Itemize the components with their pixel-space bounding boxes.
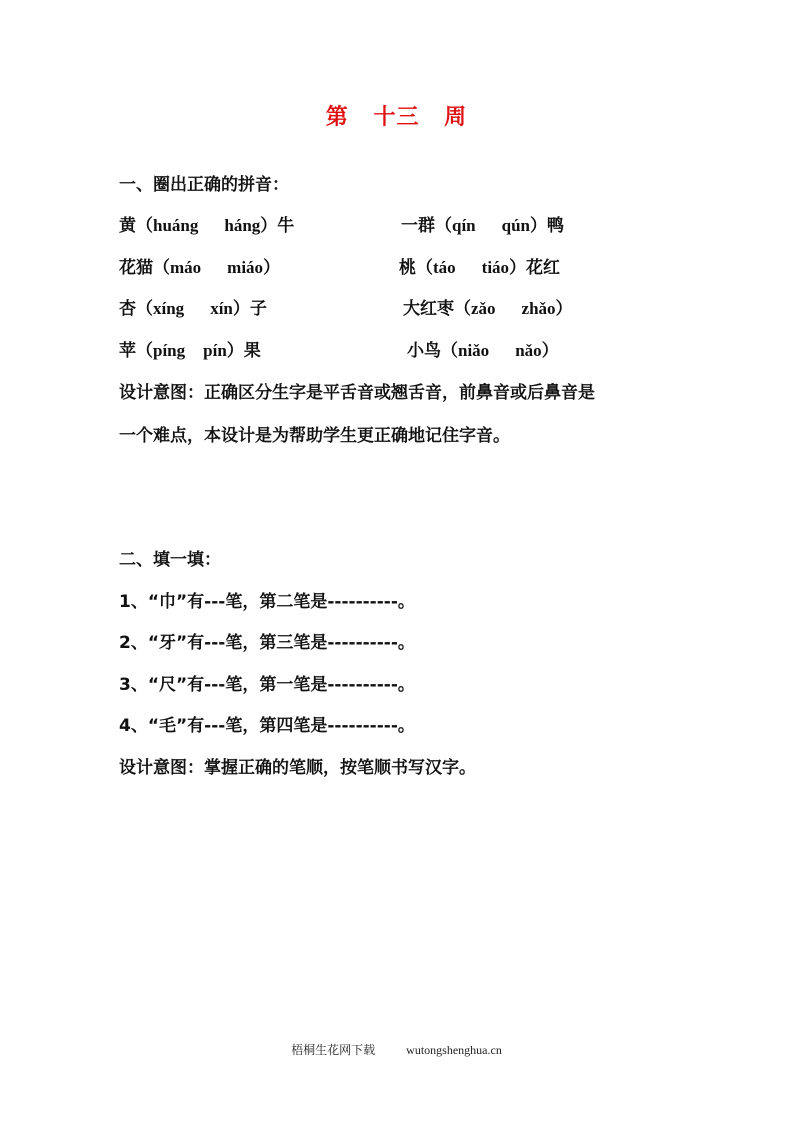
item-prefix: 花猫（ bbox=[119, 258, 170, 278]
item-prefix: 大红枣（ bbox=[403, 299, 471, 319]
section1-heading: 一、圈出正确的拼音： bbox=[119, 175, 289, 195]
page-footer bbox=[0, 1041, 793, 1058]
pinyin-row-3 bbox=[119, 294, 719, 319]
pinyin-option-1[interactable]: píng bbox=[153, 341, 186, 360]
pinyin-item bbox=[119, 299, 267, 319]
pinyin-item bbox=[119, 216, 294, 236]
design-intent-1-line-1: 设计意图：正确区分生字是平舌音或翘舌音，前鼻音或后鼻音是 bbox=[119, 383, 595, 403]
pinyin-option-1[interactable]: xíng bbox=[153, 299, 185, 318]
title-part-1: 第 bbox=[325, 105, 349, 130]
fill-item-3: 3、“尺”有---笔，第一笔是----------。 bbox=[119, 675, 415, 695]
pinyin-item bbox=[403, 294, 573, 319]
item-suffix: ） bbox=[541, 341, 559, 361]
pinyin-item bbox=[401, 211, 564, 236]
item-suffix: ）牛 bbox=[260, 216, 295, 236]
item-prefix: 桃（ bbox=[399, 258, 433, 278]
pinyin-item bbox=[119, 258, 280, 278]
title-part-2: 十三 bbox=[373, 105, 420, 130]
pinyin-item bbox=[119, 341, 261, 361]
fill-item-1: 1、“巾”有---笔，第二笔是----------。 bbox=[119, 592, 415, 612]
item-prefix: 黄（ bbox=[119, 216, 153, 236]
item-suffix: ）鸭 bbox=[530, 216, 565, 236]
pinyin-option-1[interactable]: huáng bbox=[153, 216, 199, 235]
item-prefix: 小鸟（ bbox=[407, 341, 458, 361]
pinyin-item bbox=[399, 253, 560, 278]
pinyin-option-2[interactable]: háng bbox=[224, 216, 261, 235]
pinyin-row-1 bbox=[119, 211, 719, 236]
fill-item-2: 2、“牙”有---笔，第三笔是----------。 bbox=[119, 633, 415, 653]
item-prefix: 苹（ bbox=[119, 341, 153, 361]
footer-site: wutongshenghua.cn bbox=[406, 1043, 502, 1057]
item-suffix: ） bbox=[555, 299, 573, 319]
pinyin-option-2[interactable]: pín bbox=[203, 341, 227, 360]
item-suffix: ） bbox=[263, 258, 281, 278]
item-suffix: ）果 bbox=[226, 341, 261, 361]
item-prefix: 一群（ bbox=[401, 216, 452, 236]
item-suffix: ）子 bbox=[232, 299, 267, 319]
item-suffix: ）花红 bbox=[509, 258, 561, 278]
pinyin-option-1[interactable]: qín bbox=[452, 216, 476, 235]
pinyin-option-2[interactable]: nǎo bbox=[515, 341, 542, 360]
pinyin-option-2[interactable]: xín bbox=[210, 299, 233, 318]
item-prefix: 杏（ bbox=[119, 299, 153, 319]
fill-item-4: 4、“毛”有---笔，第四笔是----------。 bbox=[119, 716, 415, 736]
pinyin-option-2[interactable]: zhǎo bbox=[521, 299, 556, 318]
pinyin-option-2[interactable]: tiáo bbox=[481, 258, 510, 277]
pinyin-option-1[interactable]: niǎo bbox=[458, 341, 490, 360]
pinyin-option-2[interactable]: qún bbox=[501, 216, 531, 235]
design-intent-1-line-2: 一个难点，本设计是为帮助学生更正确地记住字音。 bbox=[119, 426, 510, 446]
page-title bbox=[0, 100, 793, 131]
design-intent-2: 设计意图：掌握正确的笔顺，按笔顺书写汉字。 bbox=[119, 758, 476, 778]
pinyin-option-1[interactable]: zǎo bbox=[471, 299, 496, 318]
footer-name: 梧桐生花网下载 bbox=[291, 1043, 376, 1057]
pinyin-option-1[interactable]: táo bbox=[433, 258, 456, 277]
pinyin-option-2[interactable]: miáo bbox=[227, 258, 264, 277]
pinyin-item bbox=[407, 336, 559, 361]
section2-heading: 二、填一填： bbox=[119, 550, 221, 570]
title-part-3: 周 bbox=[444, 105, 468, 130]
pinyin-option-1[interactable]: máo bbox=[170, 258, 202, 277]
pinyin-row-4 bbox=[119, 336, 719, 361]
pinyin-row-2 bbox=[119, 253, 719, 278]
